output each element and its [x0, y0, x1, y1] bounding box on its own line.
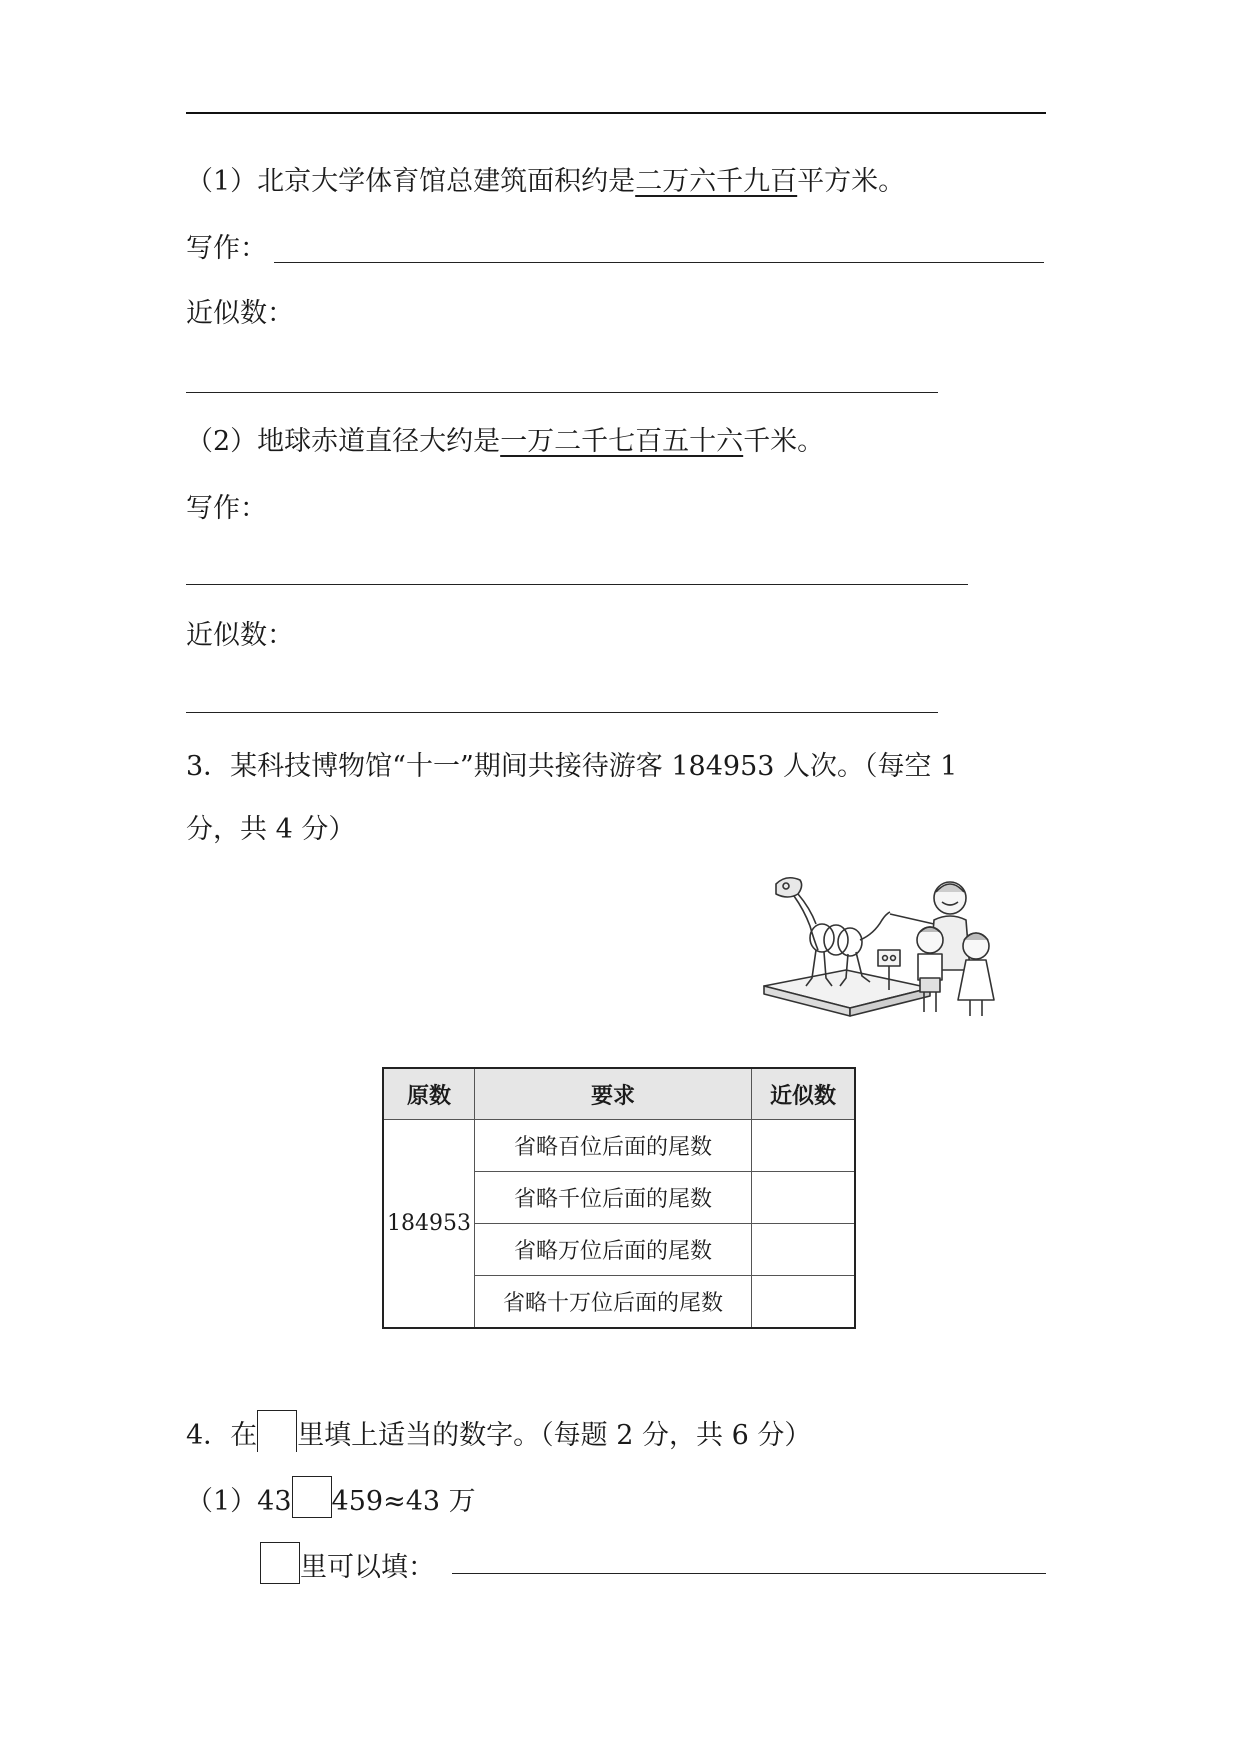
q4-suffix: 里填上适当的数字。（每题 2 分，共 6 分） [297, 1420, 812, 1451]
q3-stem-line2: 分，共 4 分） [186, 814, 356, 845]
q4-part1-expression [186, 1476, 476, 1519]
q2-part2-prefix: （2）地球赤道直径大约是 [186, 426, 501, 457]
q2-part1-prefix: （1）北京大学体育馆总建筑面积约是 [186, 166, 636, 197]
q4-part1-suffix: 459≈43 万 [331, 1486, 476, 1517]
q3-approximation-table [382, 1067, 856, 1329]
table-original-number: 184953 [383, 1120, 475, 1329]
q2-part1-underlined-number: 二万六千九百 [635, 166, 798, 197]
header-rule [186, 112, 1046, 114]
q4-part1-digit-box[interactable] [292, 1476, 332, 1518]
q4-part1-prefix: （1）43 [186, 1486, 292, 1517]
q4-blank-box-icon [257, 1410, 297, 1452]
q2-part2-write-label: 写作： [186, 493, 267, 524]
q2-part1-suffix: 平方米。 [797, 166, 906, 197]
q3-stem-line1: 3．某科技博物馆“十一”期间共接待游客 184953 人次。（每空 1 [186, 751, 958, 782]
table-answer-cell[interactable] [752, 1224, 856, 1276]
table-header-requirement: 要求 [475, 1068, 752, 1120]
table-requirement-cell: 省略万位后面的尾数 [475, 1224, 752, 1276]
q2-part2-sentence [186, 425, 824, 459]
table-header-original: 原数 [383, 1068, 475, 1120]
table-answer-cell[interactable] [752, 1120, 856, 1172]
table-answer-cell[interactable] [752, 1172, 856, 1224]
q4-part1-answer-line[interactable] [452, 1573, 1046, 1574]
museum-dinosaur-illustration [760, 868, 1020, 1028]
q2-part2-approx-answer-line[interactable] [186, 712, 938, 713]
q2-part1-sentence [186, 165, 905, 199]
table-requirement-cell: 省略百位后面的尾数 [475, 1120, 752, 1172]
table-requirement-cell: 省略千位后面的尾数 [475, 1172, 752, 1224]
q2-part2-write-answer-line[interactable] [186, 584, 968, 585]
q2-part1-write-answer-line[interactable] [274, 262, 1044, 263]
q2-part2-approx-label: 近似数： [186, 620, 294, 651]
q4-stem [186, 1410, 811, 1453]
q2-part2-underlined-number: 一万二千七百五十六 [500, 426, 744, 457]
table-header-row [383, 1068, 855, 1120]
table-answer-cell[interactable] [752, 1276, 856, 1329]
q2-part1-approx-label: 近似数： [186, 298, 294, 329]
q4-part1-fill-row [260, 1542, 435, 1585]
q4-part1-fill-label: 里可以填： [300, 1552, 435, 1583]
table-row [383, 1120, 855, 1172]
q4-prefix: 4．在 [186, 1420, 258, 1451]
q2-part1-approx-answer-line[interactable] [186, 392, 938, 393]
table-requirement-cell: 省略十万位后面的尾数 [475, 1276, 752, 1329]
q2-part2-suffix: 千米。 [743, 426, 825, 457]
table-header-approximation: 近似数 [752, 1068, 856, 1120]
q4-part1-box-icon [260, 1542, 300, 1584]
q2-part1-write-label: 写作： [186, 233, 267, 264]
